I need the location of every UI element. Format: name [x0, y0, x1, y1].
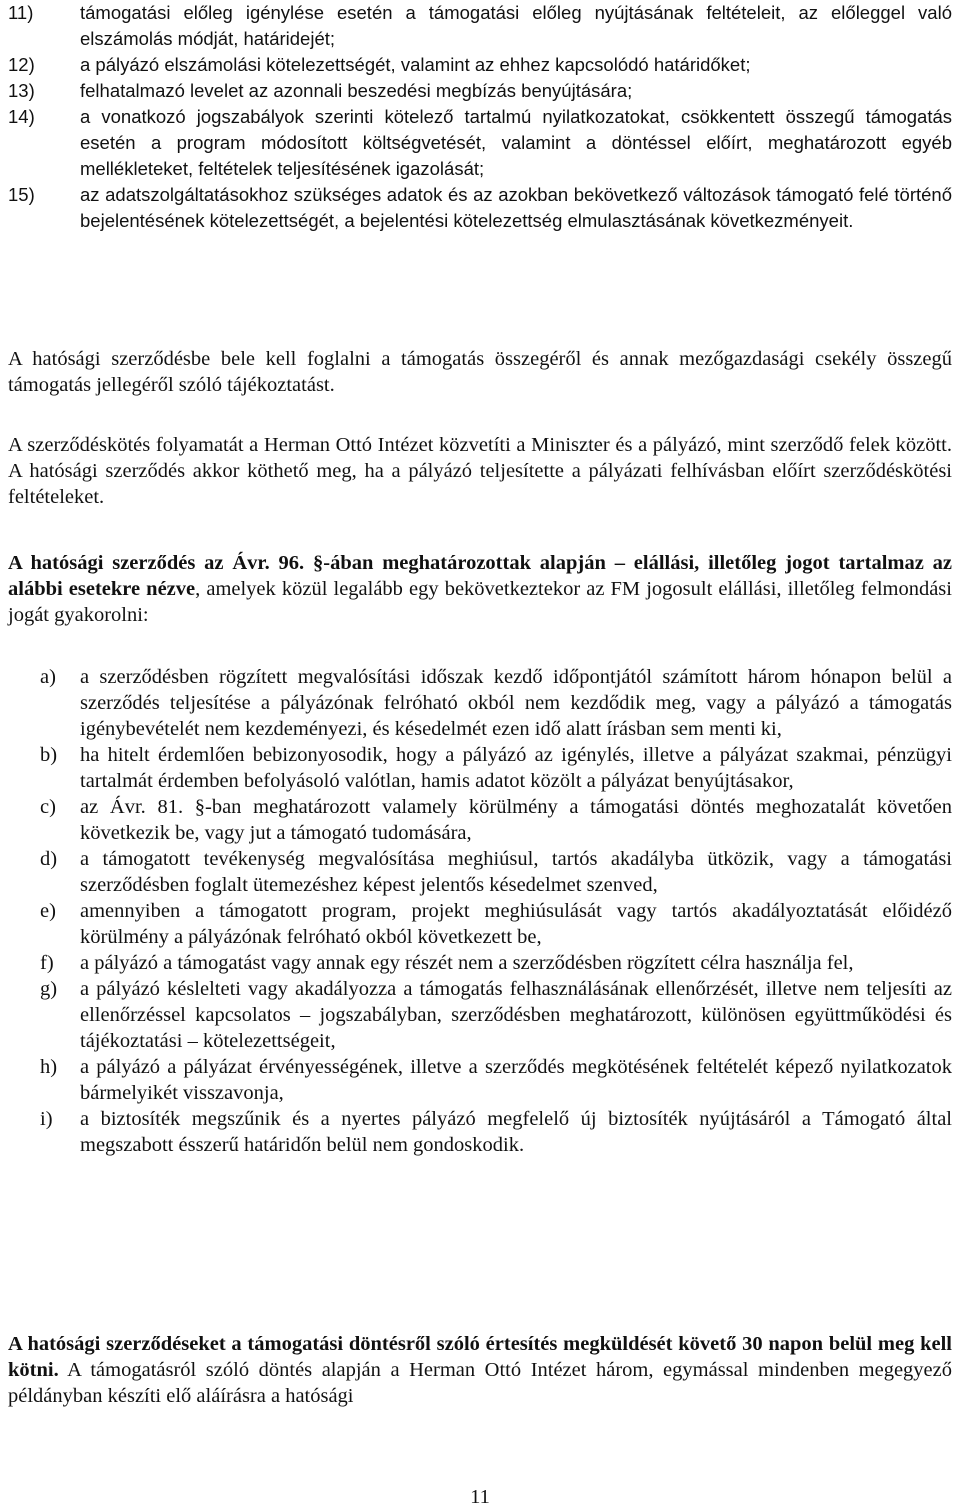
- paragraph-normal-part: A támogatásról szóló döntés alapján a Herman Ottó Intézet három, egymással mindenben megegyező példányban készíti elő aláírásra a hatósági: [8, 1359, 952, 1407]
- list-item: [8, 182, 952, 234]
- paragraph-bold-part: A hatósági szerződés az Ávr. 96. §-ában meghatározottak alapján – elállási, illetőleg jogot tartalmaz az alábbi esetekre nézve: [8, 552, 952, 600]
- item-text: a támogatott tevékenység megvalósítása meghiúsul, tartós akadályba ütközik, vagy a támogatási szerződésben foglalt ütemezéshez képest jelentős késedelmet szenved,: [80, 848, 952, 896]
- item-letter: f): [40, 952, 54, 974]
- item-text: felhatalmazó levelet az azonnali beszedési megbízás benyújtására;: [80, 80, 633, 101]
- paragraph-bold-part: A hatósági szerződéseket a támogatási döntésről szóló értesítés megküldését követő 30 napon belül meg kell kötni.: [8, 1333, 952, 1381]
- list-item: [8, 898, 952, 950]
- paragraph-szerzodeskotesi-hatarido: [8, 1331, 952, 1409]
- list-item: [8, 52, 952, 78]
- item-letter: i): [40, 1108, 53, 1130]
- paragraph-elallasi-jog: [8, 550, 952, 628]
- page-number: 11: [470, 1486, 490, 1508]
- item-text: az Ávr. 81. §-ban meghatározott valamely körülmény a támogatási döntés meghozatalát követően következik be, vagy jut a támogató tudomására,: [80, 796, 952, 844]
- list-item: [8, 846, 952, 898]
- item-letter: g): [40, 978, 58, 1000]
- item-number: 12): [8, 54, 35, 75]
- item-letter: h): [40, 1056, 58, 1078]
- item-number: 13): [8, 80, 35, 101]
- lettered-list: [8, 664, 952, 1158]
- list-item: [8, 104, 952, 182]
- item-text: ha hitelt érdemlően bebizonyosodik, hogy a pályázó az igénylés, illetve a pályázat szakmai, pénzügyi tartalmát érdemben befolyásoló valótlan, hamis adatot közölt a pályázat benyújtásakor,: [80, 744, 952, 792]
- item-text: amennyiben a támogatott program, projekt meghiúsulását vagy tartós akadályoztatását előidéző körülmény a pályázónak felróható okból következett be,: [80, 900, 952, 948]
- list-item: [8, 1106, 952, 1158]
- item-letter: c): [40, 796, 56, 818]
- item-text: a szerződésben rögzített megvalósítási időszak kezdő időpontjától számított három hónapon belül a szerződés teljesítése a pályázónak felróható okból nem kezdődik meg, vagy a pályázó a támogatás igénybevételét nem kezdeményezi, és késedelmét ezen idő alatt írásban sem menti ki,: [80, 666, 952, 740]
- item-letter: a): [40, 666, 56, 688]
- item-letter: d): [40, 848, 58, 870]
- item-text: támogatási előleg igénylése esetén a támogatási előleg nyújtásának feltételeit, az előleggel való elszámolás módját, határidejét;: [80, 2, 952, 49]
- paragraph-tajekoztatas: A hatósági szerződésbe bele kell foglalni a támogatás összegéről és annak mezőgazdasági csekély összegű támogatás jellegéről szóló tájékoztatást.: [8, 348, 952, 396]
- numbered-list: [8, 0, 952, 234]
- paragraph-szerzodeskotes: A szerződéskötés folyamatát a Herman Ottó Intézet közvetíti a Miniszter és a pályázó, mint szerződő felek között. A hatósági szerződés akkor köthető meg, ha a pályázó teljesítette a pályázati felhívásban előírt szerződéskötési feltételeket.: [8, 434, 952, 508]
- list-item: [8, 976, 952, 1054]
- item-letter: b): [40, 744, 58, 766]
- item-text: a pályázó elszámolási kötelezettségét, valamint az ehhez kapcsolódó határidőket;: [80, 54, 751, 75]
- list-item: [8, 78, 952, 104]
- item-text: a pályázó késlelteti vagy akadályozza a támogatás felhasználásának ellenőrzését, illetve nem teljesíti az ellenőrzéssel kapcsolatos – jogszabályban, szerződésben meghatározott, különösen együttműködési és tájékoztatási – kötelezettségeit,: [80, 978, 952, 1052]
- list-item: [8, 742, 952, 794]
- list-item: [8, 1054, 952, 1106]
- list-item: [8, 0, 952, 52]
- item-text: az adatszolgáltatásokhoz szükséges adatok és az azokban bekövetkező változások támogató felé történő bejelentésének kötelezettségét, a bejelentési kötelezettség elmulasztásának következményeit.: [80, 184, 952, 231]
- item-text: a vonatkozó jogszabályok szerinti kötelező tartalmú nyilatkozatokat, csökkentett összegű támogatás esetén a program módosított költségvetését, valamint a döntéssel előírt, meghatározott egyéb mellékleteket, feltételek teljesítésének igazolását;: [80, 106, 952, 179]
- item-number: 15): [8, 184, 35, 205]
- list-item: [8, 664, 952, 742]
- item-number: 14): [8, 106, 35, 127]
- item-text: a biztosíték megszűnik és a nyertes pályázó megfelelő új biztosíték nyújtásáról a Támogató által megszabott ésszerű határidőn belül nem gondoskodik.: [80, 1108, 952, 1156]
- item-text: a pályázó a támogatást vagy annak egy részét nem a szerződésben rögzített célra használja fel,: [80, 952, 854, 974]
- item-number: 11): [8, 2, 34, 23]
- item-text: a pályázó a pályázat érvényességének, illetve a szerződés megkötésének feltételét képező nyilatkozatok bármelyikét visszavonja,: [80, 1056, 952, 1104]
- list-item: [8, 950, 952, 976]
- list-item: [8, 794, 952, 846]
- paragraph-normal-part: , amelyek közül legalább egy bekövetkeztekor az FM jogosult elállási, illetőleg felmondási jogát gyakorolni:: [8, 578, 952, 626]
- item-letter: e): [40, 900, 56, 922]
